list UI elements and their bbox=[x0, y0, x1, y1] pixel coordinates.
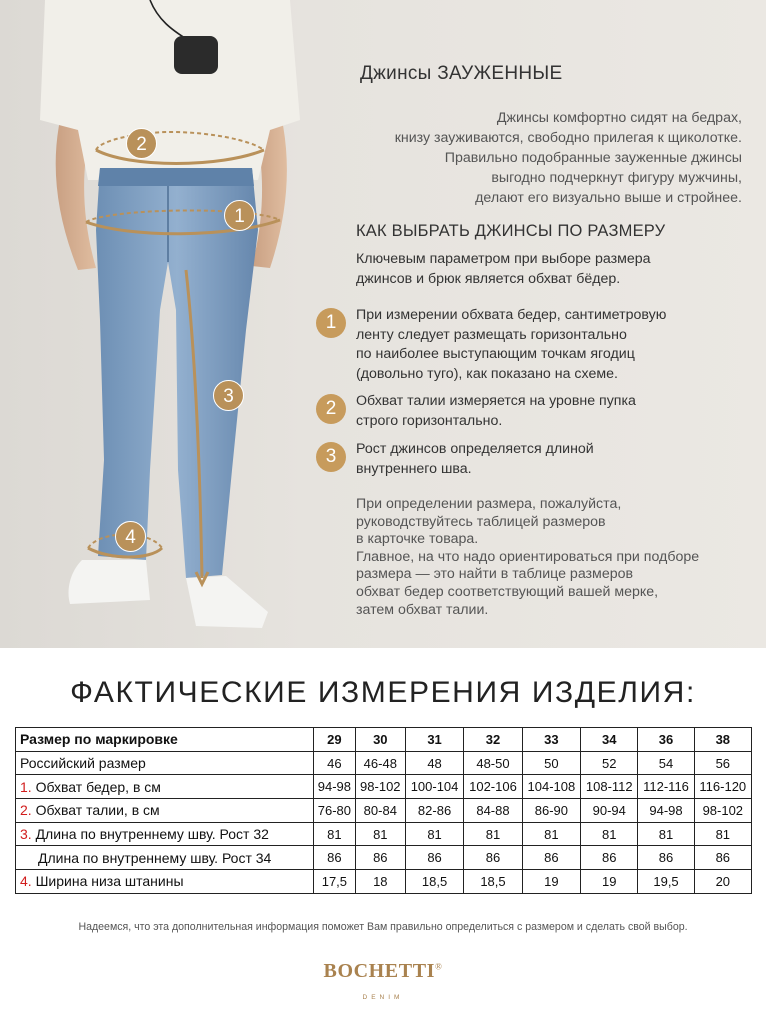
header-cell: 29 bbox=[314, 728, 356, 752]
row-label-text: Ширина низа штанины bbox=[35, 873, 184, 890]
row-label-text: Обхват бедер, в см bbox=[35, 778, 161, 795]
table-cell: 104-108 bbox=[522, 775, 580, 799]
step-line: строго горизонтально. bbox=[356, 412, 503, 429]
table-cell: 81 bbox=[405, 822, 463, 846]
table-header-row bbox=[16, 728, 752, 752]
row-label-text: Российский размер bbox=[20, 755, 146, 772]
table-cell: 100-104 bbox=[405, 775, 463, 799]
table-cell: 86 bbox=[314, 846, 356, 870]
brand-logo bbox=[0, 960, 766, 983]
table-cell: 86 bbox=[581, 846, 638, 870]
row-marker: 2. bbox=[20, 802, 32, 819]
step-line: Обхват талии измеряется на уровне пупка bbox=[356, 393, 636, 409]
table-cell: 56 bbox=[694, 751, 751, 775]
table-cell: 86 bbox=[464, 846, 522, 870]
product-description bbox=[322, 108, 742, 208]
table-cell: 112-116 bbox=[638, 775, 694, 799]
description-line: Джинсы комфортно сидят на бедрах, bbox=[496, 110, 742, 126]
table-cell: 18,5 bbox=[464, 870, 522, 894]
table-cell: 98-102 bbox=[355, 775, 405, 799]
step-text bbox=[356, 440, 594, 479]
header-cell: 36 bbox=[638, 728, 694, 752]
table-cell: 98-102 bbox=[694, 799, 751, 823]
table-cell: 86 bbox=[405, 846, 463, 870]
table-cell: 86 bbox=[355, 846, 405, 870]
description-line: выгодно подчеркнут фигуру мужчины, bbox=[491, 170, 742, 186]
table-cell: 19,5 bbox=[638, 870, 694, 894]
note-line: размера — это найти в таблице размеров bbox=[356, 566, 634, 583]
table-cell: 81 bbox=[355, 822, 405, 846]
size-guide-heading: КАК ВЫБРАТЬ ДЖИНСЫ ПО РАЗМЕРУ bbox=[356, 222, 666, 240]
table-cell: 86-90 bbox=[522, 799, 580, 823]
table-cell: 50 bbox=[522, 751, 580, 775]
note-line: обхват бедер соответствующий вашей мерке, bbox=[356, 583, 659, 600]
table-cell: 94-98 bbox=[314, 775, 356, 799]
product-title: Джинсы ЗАУЖЕННЫЕ bbox=[360, 63, 563, 84]
step-line: ленту следует размещать горизонтально bbox=[356, 326, 627, 343]
table-cell: 76-80 bbox=[314, 799, 356, 823]
step-number-badge: 3 bbox=[316, 442, 346, 472]
row-label bbox=[16, 870, 314, 894]
table-cell: 48-50 bbox=[464, 751, 522, 775]
figure-label-hem: 4 bbox=[115, 521, 146, 552]
table-cell: 86 bbox=[694, 846, 751, 870]
figure-label-waist: 2 bbox=[126, 128, 157, 159]
table-cell: 81 bbox=[522, 822, 580, 846]
table-cell: 20 bbox=[694, 870, 751, 894]
step-text bbox=[356, 306, 666, 384]
description-line: книзу зауживаются, свободно прилегая к щиколотке. bbox=[394, 130, 742, 146]
description-line: Правильно подобранные зауженные джинсы bbox=[444, 150, 742, 166]
step-line: внутреннего шва. bbox=[356, 460, 472, 477]
table-cell: 94-98 bbox=[638, 799, 694, 823]
table-cell: 90-94 bbox=[581, 799, 638, 823]
table-cell: 19 bbox=[581, 870, 638, 894]
table-cell: 82-86 bbox=[405, 799, 463, 823]
row-label-text: Длина по внутреннему шву. Рост 32 bbox=[35, 826, 269, 843]
note-line: затем обхват талии. bbox=[356, 601, 489, 618]
measurements-title: ФАКТИЧЕСКИЕ ИЗМЕРЕНИЯ ИЗДЕЛИЯ: bbox=[70, 676, 696, 709]
table-cell: 18 bbox=[355, 870, 405, 894]
row-label bbox=[16, 846, 314, 870]
row-marker: 3. bbox=[20, 826, 32, 843]
table-row bbox=[16, 822, 752, 846]
step-line: (довольно туго), как показано на схеме. bbox=[356, 365, 618, 382]
header-cell: 31 bbox=[405, 728, 463, 752]
table-cell: 19 bbox=[522, 870, 580, 894]
note-line: Главное, на что надо ориентироваться при подборе bbox=[356, 548, 700, 565]
row-label-text: Обхват талии, в см bbox=[35, 802, 160, 819]
table-cell: 81 bbox=[581, 822, 638, 846]
table-row bbox=[16, 751, 752, 775]
step-line: по наиболее выступающим точкам ягодиц bbox=[356, 346, 635, 362]
header-cell: 38 bbox=[694, 728, 751, 752]
table-cell: 108-112 bbox=[581, 775, 638, 799]
header-cell: 34 bbox=[581, 728, 638, 752]
table-cell: 46-48 bbox=[355, 751, 405, 775]
header-cell: 33 bbox=[522, 728, 580, 752]
step-text bbox=[356, 392, 636, 431]
header-cell: 32 bbox=[464, 728, 522, 752]
table-cell: 52 bbox=[581, 751, 638, 775]
step-number-badge: 1 bbox=[316, 308, 346, 338]
size-guide-lead bbox=[356, 250, 736, 289]
row-label bbox=[16, 751, 314, 775]
table-cell: 81 bbox=[464, 822, 522, 846]
table-row bbox=[16, 870, 752, 894]
table-cell: 86 bbox=[522, 846, 580, 870]
lead-line: Ключевым параметром при выборе размера bbox=[356, 251, 651, 267]
table-cell: 84-88 bbox=[464, 799, 522, 823]
table-cell: 17,5 bbox=[314, 870, 356, 894]
note-line: руководствуйтесь таблицей размеров bbox=[356, 513, 606, 530]
table-cell: 18,5 bbox=[405, 870, 463, 894]
row-label bbox=[16, 822, 314, 846]
table-row bbox=[16, 846, 752, 870]
brand-subtitle: DENIM bbox=[362, 994, 404, 1001]
footer-note: Надеемся, что эта дополнительная информация поможет Вам правильно определиться с размером и сделать свой выбор. bbox=[78, 921, 688, 933]
row-label bbox=[16, 799, 314, 823]
table-row bbox=[16, 775, 752, 799]
table-cell: 54 bbox=[638, 751, 694, 775]
step-line: Рост джинсов определяется длиной bbox=[356, 441, 594, 457]
lead-line: джинсов и брюк является обхват бёдер. bbox=[356, 270, 621, 287]
table-cell: 81 bbox=[694, 822, 751, 846]
table-cell: 102-106 bbox=[464, 775, 522, 799]
registered-mark: ® bbox=[435, 961, 443, 972]
size-advice-note bbox=[356, 496, 756, 619]
figure-label-inseam: 3 bbox=[213, 380, 244, 411]
step-line: При измерении обхвата бедер, сантиметровую bbox=[356, 307, 667, 323]
table-cell: 86 bbox=[638, 846, 694, 870]
description-line: делают его визуально выше и стройнее. bbox=[475, 190, 742, 206]
row-label-text: Длина по внутреннему шву. Рост 34 bbox=[38, 849, 272, 866]
table-cell: 46 bbox=[314, 751, 356, 775]
figure-label-hips: 1 bbox=[224, 200, 255, 231]
table-cell: 48 bbox=[405, 751, 463, 775]
header-label: Размер по маркировке bbox=[16, 728, 314, 752]
header-cell: 30 bbox=[355, 728, 405, 752]
table-cell: 116-120 bbox=[694, 775, 751, 799]
note-line: При определении размера, пожалуйста, bbox=[356, 496, 622, 512]
table-cell: 81 bbox=[314, 822, 356, 846]
table-cell: 80-84 bbox=[355, 799, 405, 823]
step-number-badge: 2 bbox=[316, 394, 346, 424]
table-cell: 81 bbox=[638, 822, 694, 846]
note-line: в карточке товара. bbox=[356, 531, 479, 548]
row-marker: 4. bbox=[20, 873, 32, 890]
row-label bbox=[16, 775, 314, 799]
row-marker: 1. bbox=[20, 778, 32, 795]
size-table bbox=[15, 727, 752, 894]
brand-name: BOCHETTI bbox=[323, 960, 436, 982]
table-row bbox=[16, 799, 752, 823]
